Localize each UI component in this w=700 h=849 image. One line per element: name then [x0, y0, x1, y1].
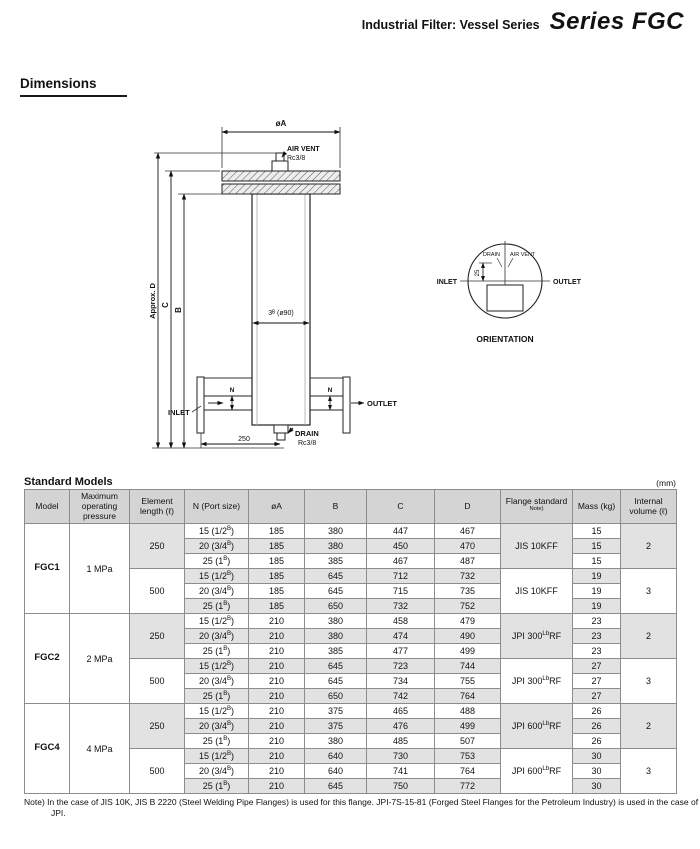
port-size-cell: 20 $(3/4^B)$ [185, 674, 249, 689]
dim-d-cell: 490 [435, 629, 501, 644]
drain-assembly [274, 425, 319, 447]
port-size-cell: 25 $(1^B)$ [185, 599, 249, 614]
column-header: Model [25, 490, 70, 524]
dim-d-cell: 772 [435, 779, 501, 794]
table-row [25, 524, 677, 539]
dim-c-cell: 712 [367, 569, 435, 584]
element-length-cell: 500 [130, 569, 185, 614]
dim-c-cell: 458 [367, 614, 435, 629]
orientation-caption: ORIENTATION [476, 334, 534, 344]
base-dim-label: 250 [238, 436, 250, 443]
dim-c-cell: 723 [367, 659, 435, 674]
inlet-label: INLET [168, 408, 190, 417]
dim-b-cell: 650 [305, 689, 367, 704]
flange-standard-cell: JIS 10KFF [501, 569, 573, 614]
dim-b-cell: 380 [305, 734, 367, 749]
port-size-cell: 25 $(1^B)$ [185, 554, 249, 569]
internal-volume-cell: 3 [621, 749, 677, 794]
doc-category: Industrial Filter: Vessel Series [361, 18, 540, 32]
port-size-cell: 25 $(1^B)$ [185, 779, 249, 794]
pressure-cell: 1 MPa [70, 524, 130, 614]
mass-cell: 27 [573, 689, 621, 704]
element-port-label: 3ᴮ (ø90) [268, 310, 294, 317]
element-length-cell: 250 [130, 524, 185, 569]
orientation-drain-label: DRAIN [482, 252, 500, 258]
port-size-cell: 20 $(3/4^B)$ [185, 719, 249, 734]
dim-a-cell: 210 [249, 749, 305, 764]
dim-d-cell: 764 [435, 764, 501, 779]
dim-a-cell: 210 [249, 644, 305, 659]
mass-cell: 30 [573, 764, 621, 779]
dim-b-cell: 645 [305, 659, 367, 674]
drain-size-label: Rc3/8 [298, 440, 317, 447]
drain-fitting [274, 425, 288, 433]
dim-b-cell: 645 [305, 569, 367, 584]
dim-c-cell: 465 [367, 704, 435, 719]
orientation-offset-label: 25 [475, 269, 481, 277]
top-flange-body [222, 184, 340, 194]
column-header: D [435, 490, 501, 524]
air-vent-fitting [272, 161, 288, 171]
port-size-cell: 20 $(3/4^B)$ [185, 764, 249, 779]
internal-volume-cell: 2 [621, 614, 677, 659]
doc-series-title: Series FGC [549, 8, 684, 35]
column-header: Flange standard $^{Note)}$ [501, 490, 573, 524]
dim-a-cell: 210 [249, 734, 305, 749]
dim-b-cell: 380 [305, 614, 367, 629]
models-table-body [25, 524, 677, 794]
n-left-label: N [229, 387, 235, 394]
dim-c-cell: 732 [367, 599, 435, 614]
dim-d-cell: 479 [435, 614, 501, 629]
air-vent-size-label: Rc3/8 [287, 155, 306, 162]
n-right-label: N [327, 387, 333, 394]
column-header: N (Port size) [185, 490, 249, 524]
mass-cell: 27 [573, 659, 621, 674]
port-size-cell: 15 $(1/2^B)$ [185, 569, 249, 584]
dim-c-cell: 477 [367, 644, 435, 659]
dim-d-cell: 499 [435, 644, 501, 659]
column-header: Element length (ℓ) [130, 490, 185, 524]
dim-d-cell: 732 [435, 569, 501, 584]
flange-standard-cell: JPI $300^{Lb}RF$ [501, 614, 573, 659]
drain-nipple [277, 433, 285, 440]
dim-c-cell: 485 [367, 734, 435, 749]
element-length-cell: 250 [130, 704, 185, 749]
port-size-cell: 25 $(1^B)$ [185, 644, 249, 659]
dia-a-label: øA [275, 119, 287, 128]
dim-a-cell: 185 [249, 569, 305, 584]
orientation-inlet-label: INLET [436, 279, 457, 286]
mass-cell: 15 [573, 539, 621, 554]
air-vent-nipple [276, 153, 284, 161]
table-title-row [24, 476, 676, 488]
column-header: Internal volume (ℓ) [621, 490, 677, 524]
port-size-cell: 20 $(3/4^B)$ [185, 539, 249, 554]
dim-a-cell: 210 [249, 614, 305, 629]
mass-cell: 26 [573, 704, 621, 719]
dimensions-heading: Dimensions [20, 76, 127, 97]
dim-a-cell: 210 [249, 689, 305, 704]
orientation-outlet-label: OUTLET [553, 279, 581, 286]
port-size-cell: 15 $(1/2^B)$ [185, 749, 249, 764]
internal-volume-cell: 3 [621, 659, 677, 704]
c-label: C [161, 302, 170, 308]
port-size-cell: 25 $(1^B)$ [185, 734, 249, 749]
mass-cell: 23 [573, 614, 621, 629]
dim-b-cell: 645 [305, 779, 367, 794]
column-header: Maximum operating pressure [70, 490, 130, 524]
dim-a-cell: 210 [249, 629, 305, 644]
mass-cell: 15 [573, 554, 621, 569]
dim-c-cell: 734 [367, 674, 435, 689]
dim-a-cell: 210 [249, 704, 305, 719]
flange-standard-cell: JPI $300^{Lb}RF$ [501, 659, 573, 704]
flange-standard-cell: JIS 10KFF [501, 524, 573, 569]
mass-cell: 23 [573, 629, 621, 644]
model-cell: FGC1 [25, 524, 70, 614]
mass-cell: 30 [573, 749, 621, 764]
mass-cell: 23 [573, 644, 621, 659]
element-length-cell: 500 [130, 659, 185, 704]
base-dimension [201, 433, 280, 448]
dim-a-cell: 185 [249, 599, 305, 614]
dim-c-cell: 750 [367, 779, 435, 794]
dim-a-cell: 185 [249, 584, 305, 599]
dim-b-cell: 380 [305, 629, 367, 644]
orientation-air-vent-label: AIR VENT [510, 252, 536, 258]
column-header: øA [249, 490, 305, 524]
dim-d-cell: 470 [435, 539, 501, 554]
dim-b-cell: 385 [305, 554, 367, 569]
dim-b-cell: 375 [305, 704, 367, 719]
orientation-diagram [437, 241, 582, 344]
dim-a-cell: 210 [249, 674, 305, 689]
standard-models-section [24, 476, 676, 794]
dim-c-cell: 715 [367, 584, 435, 599]
dim-d-cell: 487 [435, 554, 501, 569]
dim-c-cell: 450 [367, 539, 435, 554]
port-size-cell: 20 $(3/4^B)$ [185, 584, 249, 599]
table-unit-label: (mm) [656, 478, 676, 488]
models-table-head-row [25, 490, 677, 524]
drain-label: DRAIN [295, 429, 319, 438]
dim-a-cell: 185 [249, 554, 305, 569]
flange-standard-cell: JPI $600^{Lb}RF$ [501, 704, 573, 749]
internal-volume-cell: 2 [621, 524, 677, 569]
mass-cell: 19 [573, 569, 621, 584]
element-length-cell: 500 [130, 749, 185, 794]
dim-a-cell: 210 [249, 659, 305, 674]
dim-b-cell: 375 [305, 719, 367, 734]
approx-d-label: Approx. D [148, 283, 157, 319]
dim-d-cell: 744 [435, 659, 501, 674]
internal-volume-cell: 3 [621, 569, 677, 614]
dim-d-cell: 752 [435, 599, 501, 614]
inlet-flange [197, 377, 204, 433]
port-size-cell: 15 $(1/2^B)$ [185, 704, 249, 719]
port-size-cell: 15 $(1/2^B)$ [185, 614, 249, 629]
dim-a-cell: 210 [249, 764, 305, 779]
mass-cell: 27 [573, 674, 621, 689]
port-size-cell: 15 $(1/2^B)$ [185, 524, 249, 539]
dim-d-cell: 764 [435, 689, 501, 704]
dimension-drawing [20, 105, 680, 470]
dim-b-cell: 650 [305, 599, 367, 614]
flange-standard-cell: JPI $600^{Lb}RF$ [501, 749, 573, 794]
dim-b-cell: 385 [305, 644, 367, 659]
doc-header [362, 8, 684, 36]
mass-cell: 15 [573, 524, 621, 539]
dim-b-cell: 380 [305, 539, 367, 554]
column-header: C [367, 490, 435, 524]
dim-c-cell: 476 [367, 719, 435, 734]
dim-b-cell: 380 [305, 524, 367, 539]
outlet-flange [343, 377, 350, 433]
air-vent-label: AIR VENT [287, 146, 320, 153]
table-row [25, 614, 677, 629]
port-size-cell: 15 $(1/2^B)$ [185, 659, 249, 674]
table-title: Standard Models [24, 476, 113, 488]
mass-cell: 19 [573, 584, 621, 599]
orientation-box [487, 285, 523, 311]
element-length-cell: 250 [130, 614, 185, 659]
column-header: Mass (kg) [573, 490, 621, 524]
dim-c-cell: 474 [367, 629, 435, 644]
standard-models-table [24, 489, 677, 794]
dim-b-cell: 640 [305, 749, 367, 764]
dim-b-cell: 645 [305, 584, 367, 599]
dim-d-cell: 755 [435, 674, 501, 689]
dim-d-cell: 753 [435, 749, 501, 764]
dim-c-cell: 447 [367, 524, 435, 539]
dim-a-cell: 210 [249, 719, 305, 734]
table-row [25, 704, 677, 719]
dim-a-cell: 185 [249, 539, 305, 554]
mass-cell: 26 [573, 719, 621, 734]
dim-b-cell: 640 [305, 764, 367, 779]
pressure-cell: 2 MPa [70, 614, 130, 704]
model-cell: FGC4 [25, 704, 70, 794]
dim-a-cell: 185 [249, 524, 305, 539]
dim-d-cell: 507 [435, 734, 501, 749]
dim-c-cell: 741 [367, 764, 435, 779]
dim-c-cell: 730 [367, 749, 435, 764]
internal-volume-cell: 2 [621, 704, 677, 749]
outlet-label: OUTLET [367, 399, 397, 408]
vessel-drawing [148, 119, 397, 448]
dim-c-cell: 742 [367, 689, 435, 704]
column-header: B [305, 490, 367, 524]
dim-b-cell: 645 [305, 674, 367, 689]
dim-d-cell: 467 [435, 524, 501, 539]
dim-c-cell: 467 [367, 554, 435, 569]
b-label: B [174, 307, 183, 313]
port-size-cell: 20 $(3/4^B)$ [185, 629, 249, 644]
dim-d-cell: 499 [435, 719, 501, 734]
pressure-cell: 4 MPa [70, 704, 130, 794]
top-flange-cover [222, 171, 340, 181]
mass-cell: 19 [573, 599, 621, 614]
mass-cell: 26 [573, 734, 621, 749]
mass-cell: 30 [573, 779, 621, 794]
model-cell: FGC2 [25, 614, 70, 704]
footnote: Note) In the case of JIS 10K, JIS B 2220 (Steel Welding Pipe Flanges) is used for this flange. JPI-7S-15-81 (Forged Steel Flanges for the Petroleum Industry) is used in the case of JPI. [24, 797, 699, 819]
port-size-cell: 25 $(1^B)$ [185, 689, 249, 704]
dim-a-cell: 210 [249, 779, 305, 794]
dim-d-cell: 488 [435, 704, 501, 719]
dim-d-cell: 735 [435, 584, 501, 599]
